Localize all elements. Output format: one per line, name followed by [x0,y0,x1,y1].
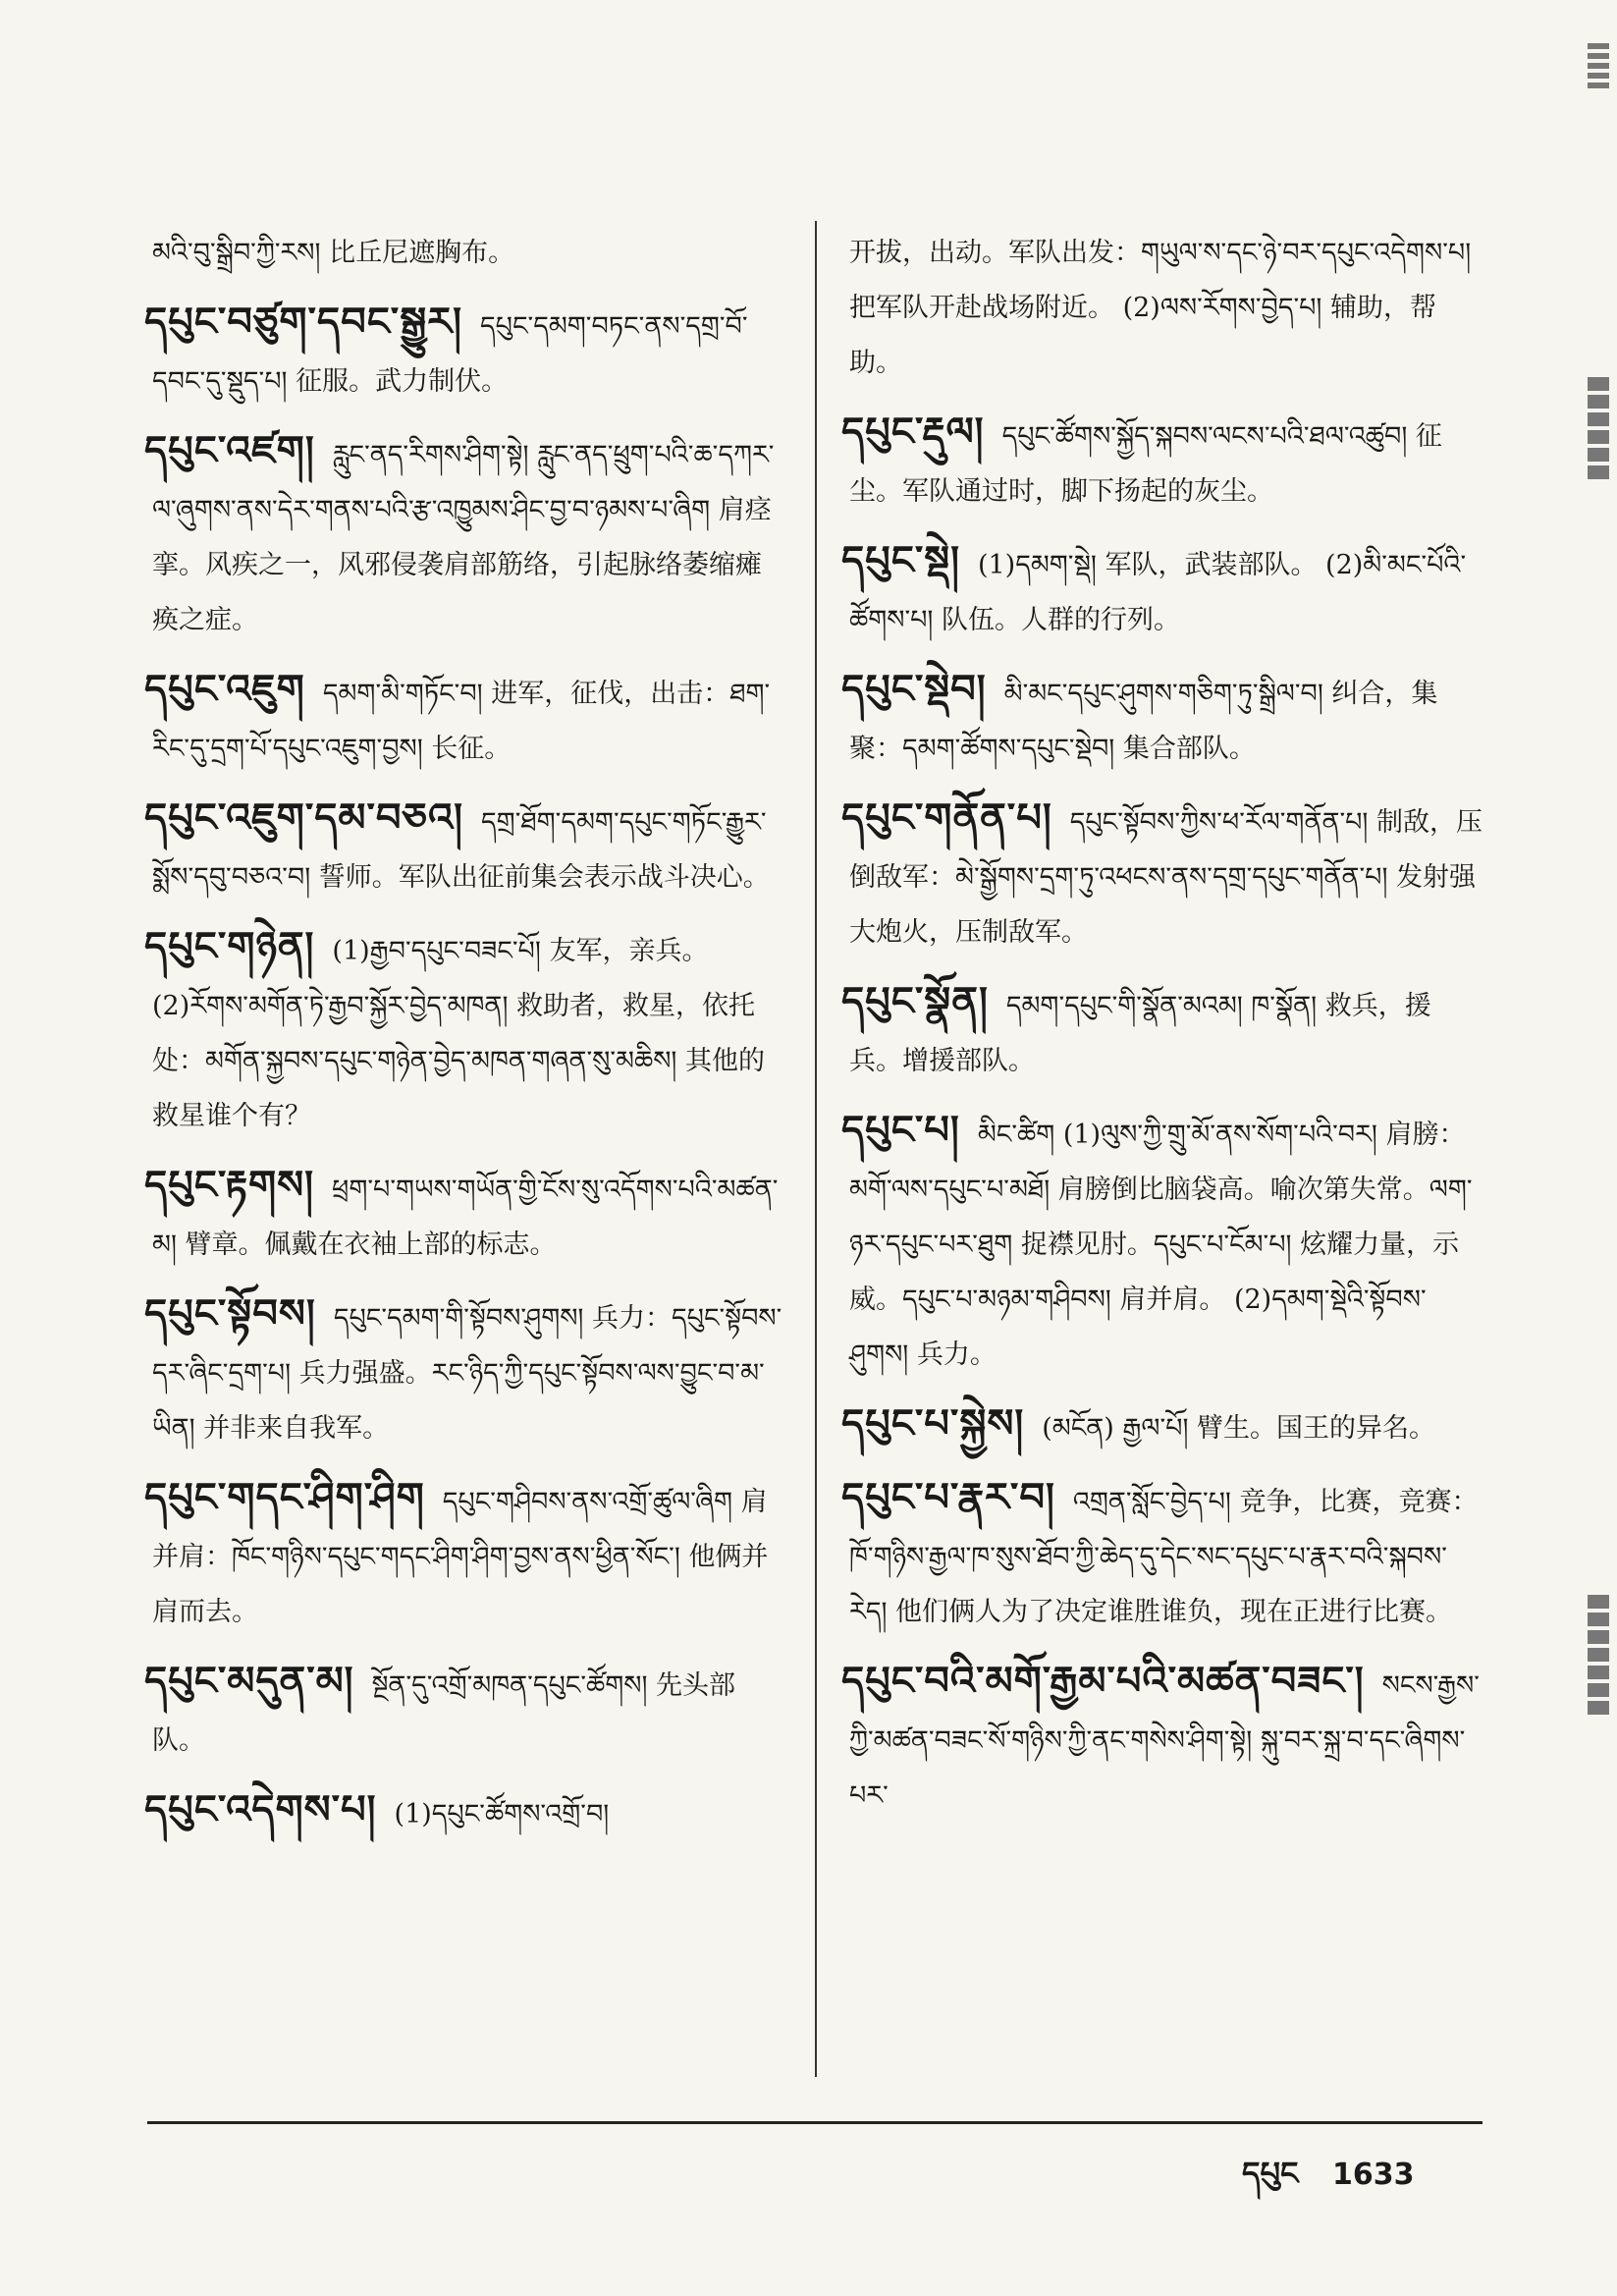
entry-headword: དཔུང་གནོན་པ། [841,794,1052,841]
entry-headword: དཔུང་རྡུལ། [841,409,985,455]
entry-headword: དཔུང་རྟགས། [144,1162,315,1208]
entry-headword: དཔུང་པ། [841,1107,960,1153]
entry-definition: མི་མང་དཔུང་ཤུགས་གཅིག་ཏུ་སྒྲིལ་བ། 纠合，集聚：དམག་ཚོགས་དཔུང་སྡེབ། 集合部队。 [849,679,1438,764]
entry-headword: དཔུང་བའི་མགོ་རྒྱམ་པའི་མཚན་བཟང་། [841,1658,1365,1704]
dictionary-entry [144,1158,785,1273]
entry-headword: དཔུང་གཉེན། [144,923,315,969]
dictionary-entry [152,226,785,281]
dictionary-entry [841,1654,1482,1824]
entry-headword: དཔུང་སྟོབས། [144,1290,316,1337]
dictionary-entry [849,226,1482,391]
dictionary-entry [841,405,1482,519]
dictionary-entry [144,1782,785,1842]
left-column [144,226,785,1856]
dictionary-entry [144,295,785,410]
entry-definition: ཕྲག་པ་གཡས་གཡོན་གྱི་ངོས་སུ་འདོགས་པའི་མཚན་མ། 臂章。佩戴在衣袖上部的标志。 [152,1175,779,1260]
entry-definition: (1)དཔུང་ཚོགས་འགྲོ་བ། [394,1799,610,1830]
page-footer [1242,2139,1414,2227]
dictionary-entry [841,1103,1482,1383]
dictionary-entry [841,533,1482,648]
entry-definition: མིང་ཚིག (1)ལུས་ཀྱི་གྲུ་མོ་ནས་སོག་པའི་བར། 肩膀：མགོ་ལས་དཔུང་པ་མཐོ། 肩膀倒比脑袋高。喻次第失常。ལག་ཉར་དཔུང་པར་ཐུག 捉襟见肘。དཔུང་པ་ངོམ་པ། 炫耀力量，示威。དཔུང་པ་མཉམ་གཤིབས། 肩并肩。 (2)དམག་སྡེའི་སྟོབས་ཤུགས། 兵力。 [849,1120,1473,1370]
entry-definition: དགྲ་ཐོག་དམག་དཔུང་གཏོང་རྒྱུར་སྨོས་དབུ་བཅའ་བ། 誓师。军队出征前集会表示战斗决心。 [152,807,770,893]
entry-definition: རླུང་ནད་རིགས་ཤིག་སྟེ། རླུང་ནད་ཕྲུག་པའི་ཆ་དཀར་ལ་ཞུགས་ནས་དེར་གནས་པའི་རྩ་འཁྱུམས་ཤིང་བྱ་བ་ཉམས་པ་ཞིག 肩痉挛。风疾之一，风邪侵袭肩部筋络，引起脉络萎缩瘫痪之症。 [152,440,775,635]
dictionary-entry [144,791,785,905]
entry-headword: དཔུང་འཇུག [144,666,305,712]
entry-definition: དམག་དཔུང་གི་སྣོན་མའམ། ཁ་སྣོན། 救兵，援兵。增援部队。 [849,991,1431,1076]
dictionary-entry [144,919,785,1144]
dictionary-entry [841,974,1482,1089]
entry-definition: མའི་བུ་སྒྲིབ་ཀྱི་རས། 比丘尼遮胸布。 [152,238,515,268]
entry-headword: དཔུང་སྡེ། [841,537,960,583]
dictionary-entry [841,1396,1482,1456]
entry-headword: དཔུང་མདུན་མ། [144,1658,354,1704]
entry-definition: (1)དམག་སྡེ། 军队，武装部队。 (2)མི་མང་པོའི་ཚོགས་པ། 队伍。人群的行列。 [849,550,1467,635]
scan-edge-marks [1588,373,1609,483]
dictionary-entry [144,1654,785,1769]
entry-definition: དཔུང་གཤིབས་ནས་འགྲོ་ཚུལ་ཞིག 肩并肩：ཁོང་གཉིས་དཔུང་གདང་ཤིག་ཤིག་བྱས་ནས་ཕྱིན་སོང་། 他俩并肩而去。 [152,1487,769,1627]
entry-definition: དམག་མི་གཏོང་བ། 进军，征伐，出击：ཐག་རིང་དུ་དྲག་པོ་དཔུང་འཇུག་བྱས། 长征。 [152,679,771,764]
dictionary-entry [841,1470,1482,1640]
entry-headword: དཔུང་འདེགས་པ། [144,1786,377,1832]
entry-definition: དཔུང་དམག་གི་སྟོབས་ཤུགས། 兵力：དཔུང་སྟོབས་དར་ཞིང་དྲག་པ། 兵力强盛。རང་ཉིད་ཀྱི་དཔུང་སྟོབས་ལས་བྱུང་བ་མ་ཡིན། 并非来自我军。 [152,1303,782,1444]
right-column [841,226,1483,1837]
entry-definition: སྔོན་དུ་འགྲོ་མཁན་དཔུང་ཚོགས། 先头部队。 [152,1670,736,1756]
entry-headword: དཔུང་སྡེབ། [841,666,987,712]
entry-definition: 开拔，出动。军队出发：གཡུལ་ས་དང་ཉེ་བར་དཔུང་འདེགས་པ། 把军队开赴战场附近。 (2)ལས་རོགས་བྱེད་པ། 辅助，帮助。 [849,238,1472,378]
entry-definition: འགྲན་སློང་བྱེད་པ། 竞争，比赛，竞赛：ཁོ་གཉིས་རྒྱལ་ཁ་སུས་ཐོབ་ཀྱི་ཆེད་དུ་དེང་སང་དཔུང་པ་རྣར་བའི་སྐབས་རེད། 他们俩人为了决定谁胜谁负，现在正进行比赛。 [849,1487,1479,1627]
entry-headword: དཔུང་པ་སྐྱེས། [841,1400,1025,1447]
column-divider [815,221,817,2077]
entry-headword: དཔུང་འཛག། [144,427,315,473]
entry-definition: དཔུང་དམག་བཏང་ནས་དགྲ་བོ་དབང་དུ་སྡུད་པ། 征服。武力制伏。 [152,311,748,397]
dictionary-entry [144,662,785,777]
entry-headword: དཔུང་སྣོན། [841,978,989,1024]
entry-definition: (1)རྒྱབ་དཔུང་བཟང་པོ། 友军，亲兵。 (2)རོགས་མགོན་ཏེ་རྒྱབ་སྐྱོར་བྱེད་མཁན། 救助者，救星，依托处：མགོན་སྐྱབས་དཔུང་གཉེན་བྱེད་མཁན་གཞན་སུ་མཆིས། 其他的救星谁个有？ [152,936,765,1131]
entry-definition: སངས་རྒྱས་ཀྱི་མཚན་བཟང་སོ་གཉིས་ཀྱི་ནང་གསེས་ཤིག་སྟེ། སྐུ་བར་སྐྲ་བ་དང་ཞིགས་པར་ [849,1670,1480,1811]
entry-definition: དཔུང་ཚོགས་སྐྱོད་སྐབས་ལངས་པའི་ཐལ་འཚུབ། 征尘。军队通过时，脚下扬起的灰尘。 [849,421,1442,507]
page-number: 1633 [1331,2158,1415,2192]
running-head: དཔུང [1242,2155,1299,2192]
dictionary-entry [144,1286,785,1456]
dictionary-entry [841,662,1482,777]
entry-headword: དཔུང་འཇུག་དམ་བཅའ། [144,794,464,841]
dictionary-entry [841,791,1483,960]
entry-headword: དཔུང་གདང་ཤིག་ཤིག [144,1474,425,1520]
entry-definition: (མངོན) རྒྱལ་པོ། 臂生。国王的异名。 [1042,1413,1436,1444]
entry-definition: དཔུང་སྟོབས་ཀྱིས་ཕ་རོལ་གནོན་པ། 制敌，压倒敌军：མེ་སྒྱོགས་དྲག་ཏུ་འཕངས་ནས་དགྲ་དཔུང་གནོན་པ། 发射强大炮火，压制敌军。 [849,807,1483,948]
dictionary-entry [144,1470,785,1640]
scan-edge-marks [1588,1591,1609,1719]
bottom-rule [147,2121,1482,2124]
scan-edge-marks [1588,39,1609,92]
entry-headword: དཔུང་བཙུག་དབང་སྒྱུར། [144,299,462,345]
dictionary-entry [144,423,785,648]
entry-headword: དཔུང་པ་རྣར་བ། [841,1474,1055,1520]
